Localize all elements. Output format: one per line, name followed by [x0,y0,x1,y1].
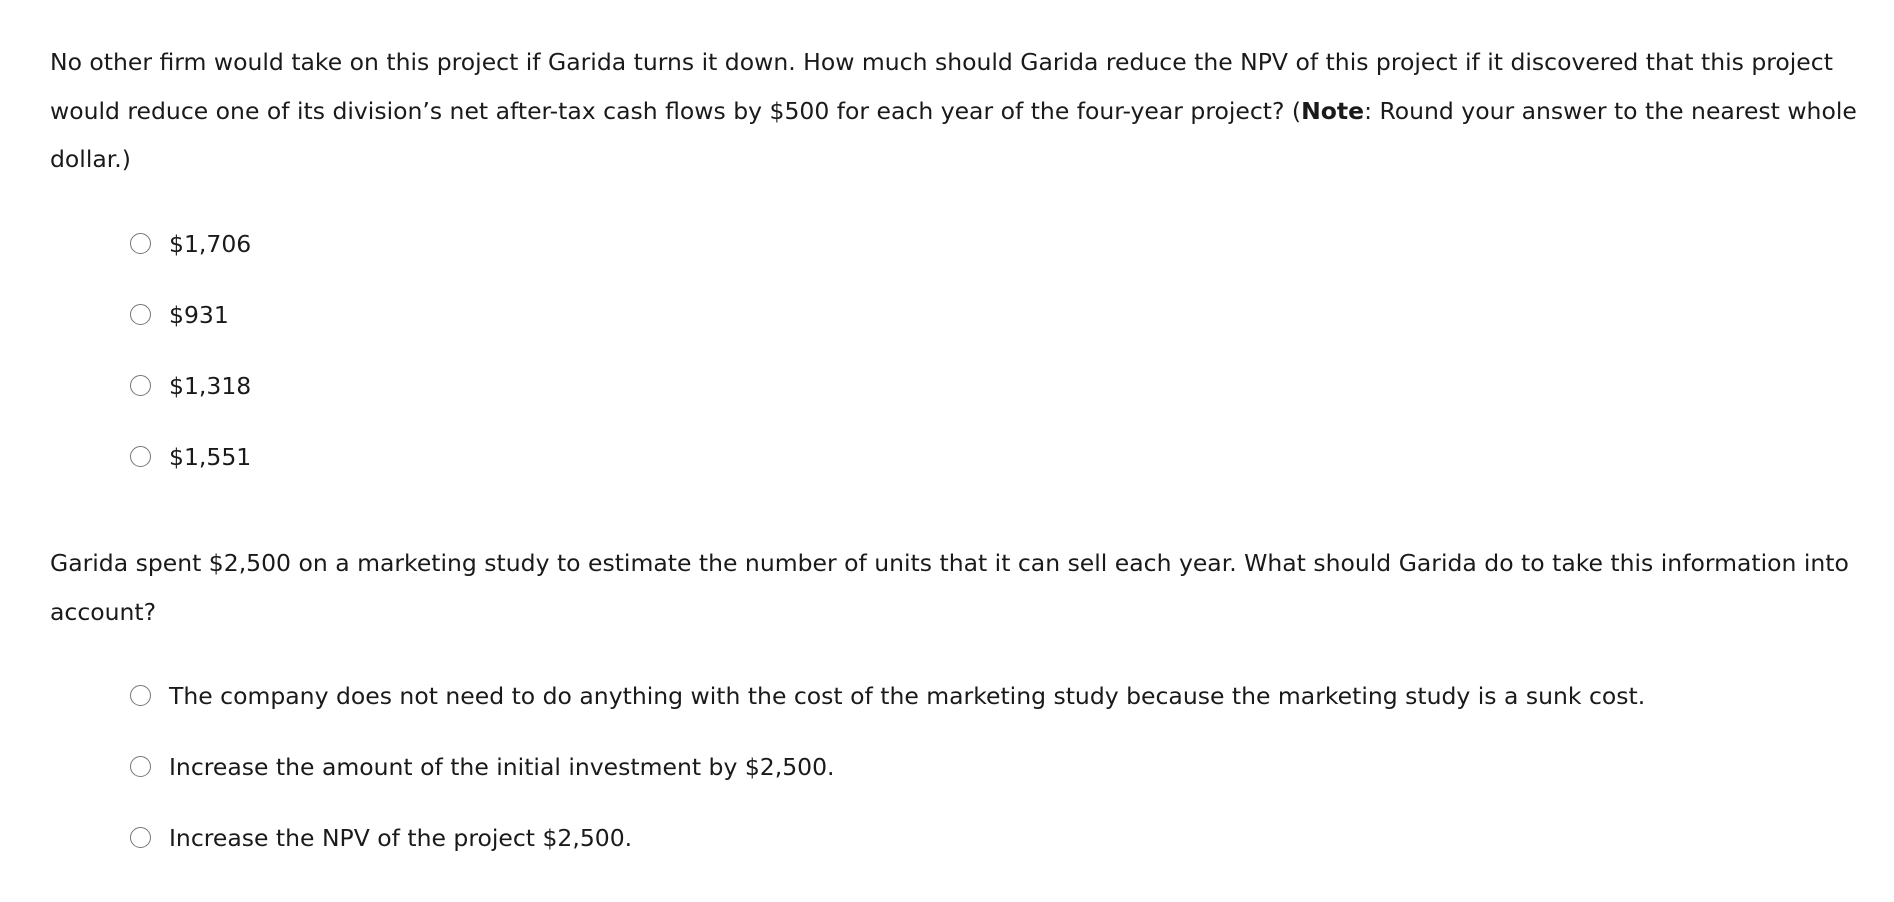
question-1-option[interactable] [50,370,1870,441]
radio-button[interactable] [130,446,151,467]
question-1-option[interactable] [50,228,1870,299]
question-2-options [50,680,1870,893]
question-2-option[interactable] [50,822,1870,893]
question-2-option[interactable] [50,751,1870,822]
radio-button[interactable] [130,233,151,254]
question-2-text: Garida spent $2,500 on a marketing study to estimate the number of units that it can sell each year. What should Garida do to take this information into account? [50,549,1849,626]
question-1-text [50,38,1870,184]
question-1-text-note: : Round your answer to the nearest whole dollar.) [50,96,1857,173]
question-1-options [50,228,1870,512]
radio-button[interactable] [130,756,151,777]
option-label: The company does not need to do anything with the cost of the marketing study because the marketing study is a sunk cost. [169,682,1646,710]
radio-button[interactable] [130,304,151,325]
question-1-option[interactable] [50,299,1870,370]
radio-button[interactable] [130,827,151,848]
option-label: $1,318 [169,371,252,400]
option-label: Increase the NPV of the project $2,500. [169,824,633,852]
radio-button[interactable] [130,685,151,706]
question-2 [50,539,1870,893]
option-label: $931 [169,300,229,329]
option-label: $1,706 [169,229,252,258]
question-1-text-main: No other firm would take on this project if Garida turns it down. How much should Garida reduce the NPV of this project if it discovered that this project would reduce one of its division’s net after-tax cash flows by $500 for each year of the four-year project? ( [50,48,1833,125]
option-label: $1,551 [169,442,252,471]
option-label: Increase the amount of the initial investment by $2,500. [169,753,835,781]
question-2-option[interactable] [50,680,1870,751]
question-1 [50,38,1870,512]
question-1-option[interactable] [50,441,1870,512]
note-label: Note [1301,96,1365,125]
radio-button[interactable] [130,375,151,396]
